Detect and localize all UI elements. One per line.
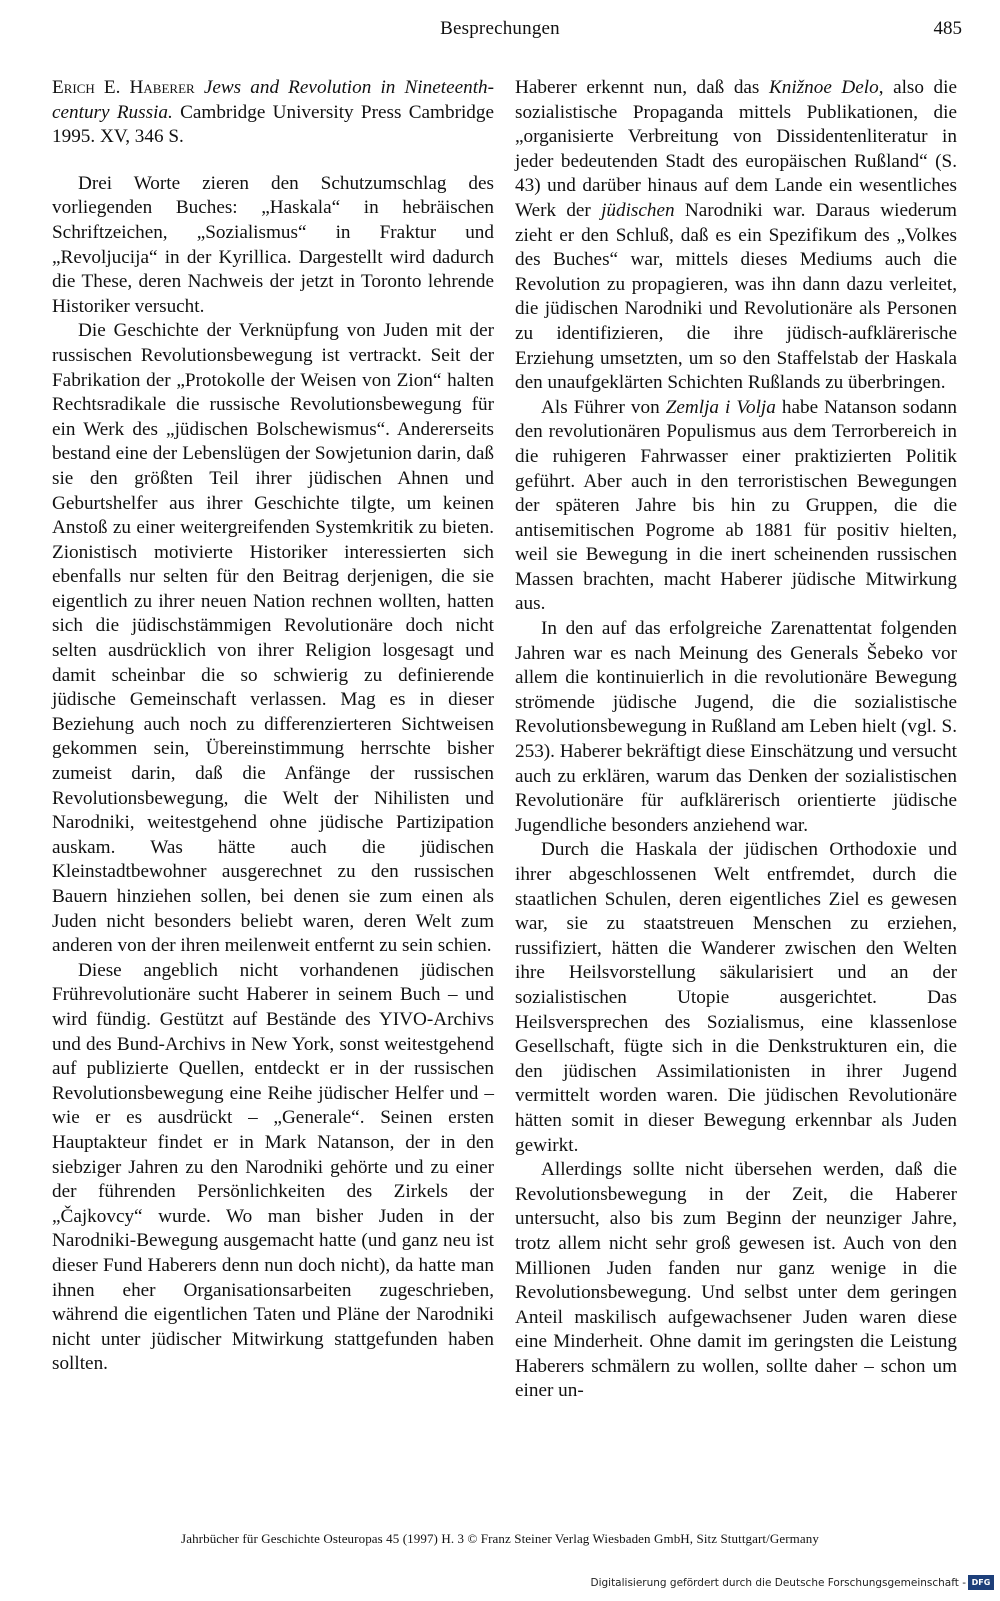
right-column (515, 76, 957, 1404)
paragraph: Die Geschichte der Verknüpfung von Juden mit der russischen Revolutionsbewegung ist vertrackt. Seit der Fabrikation der „Protokolle der Weisen von Zion“ halten Rechtsradikale die russische Revolutionsbewegung für ein Werk des „jüdischen Bolschewismus“. Andererseits bestand eine der Lebenslügen der Sowjetunion darin, daß sie den größten Teil ihrer jüdischen Ahnen und Geburtshelfer aus ihrer Geschichte tilgte, um keinen Anstoß zu einer weitergreifenden Systemkritik zu bieten. Zionistisch motivierte Historiker interessierten sich ebenfalls nur selten für den Beitrag derjenigen, die sie eigentlich zu ihrer neuen Nation rechnen wollten, hatten sich die jüdischstämmigen Revolutionäre doch nicht selten ausdrücklich von ihrer Religion losgesagt und damit scheinbar die so schwierig zu definierende jüdische Gemeinschaft verlassen. Mag es in dieser Beziehung auch noch zu differenzierteren Sichtweisen gekommen sein, Übereinstimmung herrschte bisher zumeist darin, daß die Anfänge der russischen Revolutionsbewegung, die Welt der Nihilisten und Narodniki, weitestgehend ohne jüdische Partizipation auskam. Was hätte auch die jüdischen Kleinstadtbewohner ausgerechnet zu den russischen Bauern hinziehen sollen, bei denen sie zum einen als Juden nicht besonders beliebt waren, deren Welt zum anderen von der ihren meilenweit entfernt zu sein schien. (52, 320, 494, 957)
paragraph: Durch die Haskala der jüdischen Orthodoxie und ihrer abgeschlossenen Welt entfremdet, durch die staatlichen Schulen, deren eigentliches Ziel es gewesen war, sie zu staatstreuen Menschen zu erziehen, russifiziert, hätten die Wanderer zwischen den Welten ihre Heilsvorstellung säkularisiert und an der sozialistischen Utopie ausgerichtet. Das Heilsversprechen des Sozialismus, eine klassenlose Gesellschaft, fügte sich in die Denkstrukturen ein, die den jüdischen Assimilationisten in ihrer Jugend vermittelt worden waren. Die jüdischen Revolutionäre hätten somit in dieser Bewegung erkennbar als Juden gewirkt. (515, 839, 957, 1156)
digitization-note: Digitalisierung gefördert durch die Deutsche Forschungsgemeinschaft - (590, 1577, 966, 1589)
bibliographic-entry (52, 76, 494, 150)
italic-term: Knižnoe Delo (768, 77, 879, 98)
paragraph: In den auf das erfolgreiche Zarenattentat folgenden Jahren war es nach Meinung des Generals Šebeko vor allem die kontinuierlich in die revolutionäre Bewegung strömende jüdische Jugend, die die sozialistische Revolutionsbewegung in Rußland am Leben hielt (vgl. S. 253). Haberer bekräftigt diese Einschätzung und versucht auch zu erklären, warum das Denken der sozialistischen Revolutionäre für aufklärerisch orientierte jüdische Jugendliche besonders anziehend war. (515, 618, 957, 836)
journal-footer: Jahrbücher für Geschichte Osteuropas 45 (1997) H. 3 © Franz Steiner Verlag Wiesbaden GmbH, Sitz Stuttgart/Germany (181, 1531, 819, 1546)
paragraph: Haberer erkennt nun, daß das Knižnoe Delo, also die sozialistische Propaganda mittels Publikationen, die „organisierte Verbreitung von Dissidentenliteratur in jeder bedeutenden Stadt des europäischen Rußland“ (S. 43) und darüber hinaus auf dem Lande ein wesentliches Werk der jüdischen Narodniki war. Daraus wiederum zieht er den Schluß, daß es ein Spezifikum des „Volkes des Buches“ war, mittels dieses Mediums auch die Revolution zu propagieren, was ihn dann dazu verleitet, die jüdischen Narodniki und Revolutionäre als Personen zu identifizieren, die ihre jüdisch-aufklärerische Erziehung umsetzten, um so den Staffelstab der Haskala den unaufgeklärten Schichten Rußlands zu überbringen. (515, 77, 957, 394)
reviewed-author: Erich E. Haberer (52, 77, 195, 98)
publisher-info: Cambridge University Press Cambridge 1995. XV, 346 S. (52, 101, 494, 148)
left-column (52, 76, 494, 1377)
dfg-logo: DFG (968, 1575, 994, 1590)
paragraph: Drei Worte zieren den Schutzumschlag des vorliegenden Buches: „Haskala“ in hebräischen Schriftzeichen, „Sozialismus“ in Fraktur und „Revoljucija“ in der Kyrillica. Dargestellt wird dadurch die These, deren Nachweis der jetzt in Toronto lehrende Historiker versucht. (52, 172, 494, 317)
reviewed-book-title: Jews and Revolution in Nineteenth-century Russia. (52, 77, 495, 123)
paragraph: Allerdings sollte nicht übersehen werden, daß die Revolutionsbewegung in der Zeit, die Haberer untersucht, also bis zum Beginn der neunziger Jahre, trotz allem nicht sehr groß gewesen ist. Auch von den Millionen Juden fanden nur ganz wenige in die Revolutionsbewegung. Und selbst unter dem geringen Anteil maskilisch aufgewachsener Juden waren diese eine Minderheit. Ohne damit im geringsten die Leistung Haberers schmälern zu wollen, sollte daher – schon um einer un- (515, 1159, 957, 1402)
paragraph: Als Führer von Zemlja i Volja habe Natanson sodann den revolutionären Populismus aus dem Terrorbereich in die ruhigeren Fahrwasser einer praktizierten Politik geführt. Aber auch in den terroristischen Bewegungen der späteren Jahre bis hin zu Gruppen, die die antisemitischen Pogrome ab 1881 für positiv hielten, weil sie Bewegung in die inert scheinenden russischen Massen brachten, macht Haberer jüdische Mitwirkung aus. (515, 396, 957, 615)
paragraph: Diese angeblich nicht vorhandenen jüdischen Frührevolutionäre sucht Haberer in seinem Buch – und wird fündig. Gestützt auf Bestände des YIVO-Archivs und des Bund-Archivs in New York, sonst weitestgehend auf publizierte Quellen, entdeckt er in der russischen Revolutionsbewegung eine Reihe jüdischer Helfer und – wie er es ausdrückt – „Generale“. Seinen ersten Hauptakteur findet er in Mark Natanson, der in den siebziger Jahren zu den Narodniki gehörte und zu einer der führenden Persönlichkeiten des Zirkels der „Čajkovcy“ wurde. Wo man bisher Juden in der Narodniki-Bewegung ausgemacht hatte (und ganz neu ist dieser Fund Haberers denn nun doch nicht), da hatte man ihnen eher Organisationsarbeiten zugeschrieben, während die eigentlichen Taten und Pläne der Narodniki nicht unter jüdischer Mitwirkung stattgefunden haben sollten. (52, 959, 494, 1375)
italic-term: Zemlja i Volja (665, 396, 776, 418)
running-header: Besprechungen (440, 18, 560, 39)
italic-term: jüdischen (601, 199, 675, 221)
page-number: 485 (933, 18, 962, 39)
